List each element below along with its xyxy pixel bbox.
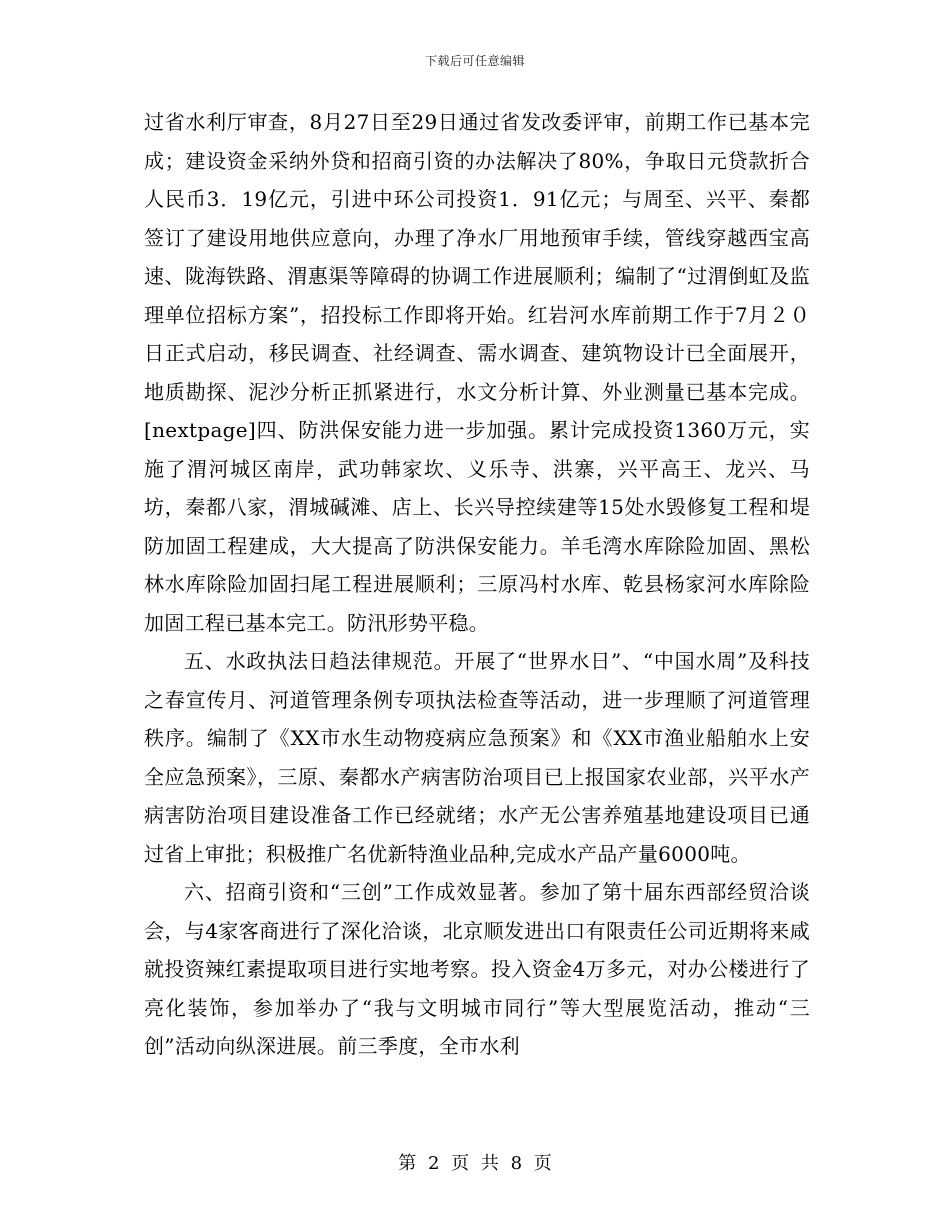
paragraph-continuation: 过省水利厅审查，8月27日至29日通过省发改委评审，前期工作已基本完成；建设资金采纳外贷和招商引资的办法解决了80%，争取日元贷款折合人民币3．19亿元，引进中环公司投资1．91亿元；与周至、兴平、秦都签订了建设用地供应意向，办理了净水厂用地预审手续，管线穿越西宝高速、陇海铁路、渭惠渠等障碍的协调工作进展顺利；编制了“过渭倒虹及监理单位招标方案”，招投标工作即将开始。红岩河水库前期工作于7月２０日正式启动，移民调查、社经调查、需水调查、建筑物设计已全面展开，地质勘探、泥沙分析正抓紧进行，水文分析计算、外业测量已基本完成。[nextpage]四、防洪保安能力进一步加强。累计完成投资1360万元，实施了渭河城区南岸，武功韩家坎、义乐寺、洪寨，兴平高王、龙兴、马坊，秦都八家，渭城碱滩、店上、长兴导控续建等15处水毁修复工程和堤防加固工程建成，大大提高了防洪保安能力。羊毛湾水库除险加固、黑松林水库除险加固扫尾工程进展顺利；三原冯村水库、乾县杨家河水库除险加固工程已基本完工。防汛形势平稳。 [144, 110, 810, 635]
page-header: 下载后可任意编辑 [424, 54, 525, 68]
page-number: 第 2 页 共 8 页 [398, 1153, 552, 1174]
paragraph-section-five: 五、水政执法日趋法律规范。开展了“世界水日”、“中国水周”及科技之春宣传月、河道管理条例专项执法检查等活动，进一步理顺了河道管理秩序。编制了《XX市水生动物疫病应急预案》和《XX市渔业船舶水上安全应急预案》，三原、秦都水产病害防治项目已上报国家农业部，兴平水产病害防治项目建设准备工作已经就绪；水产无公害养殖基地建设项目已通过省上审批；积极推广名优新特渔业品种,完成水产品产量6000吨。 [144, 649, 810, 866]
paragraph-section-six: 六、招商引资和“三创”工作成效显著。参加了第十届东西部经贸洽谈会，与4家客商进行了深化洽谈，北京顺发进出口有限责任公司近期将来咸就投资辣红素提取项目进行实地考察。投入资金4万多元，对办公楼进行了亮化装饰，参加举办了“我与文明城市同行”等大型展览活动，推动“三创”活动向纵深进展。前三季度，全市水利 [144, 880, 810, 1058]
document-body [144, 103, 810, 1066]
